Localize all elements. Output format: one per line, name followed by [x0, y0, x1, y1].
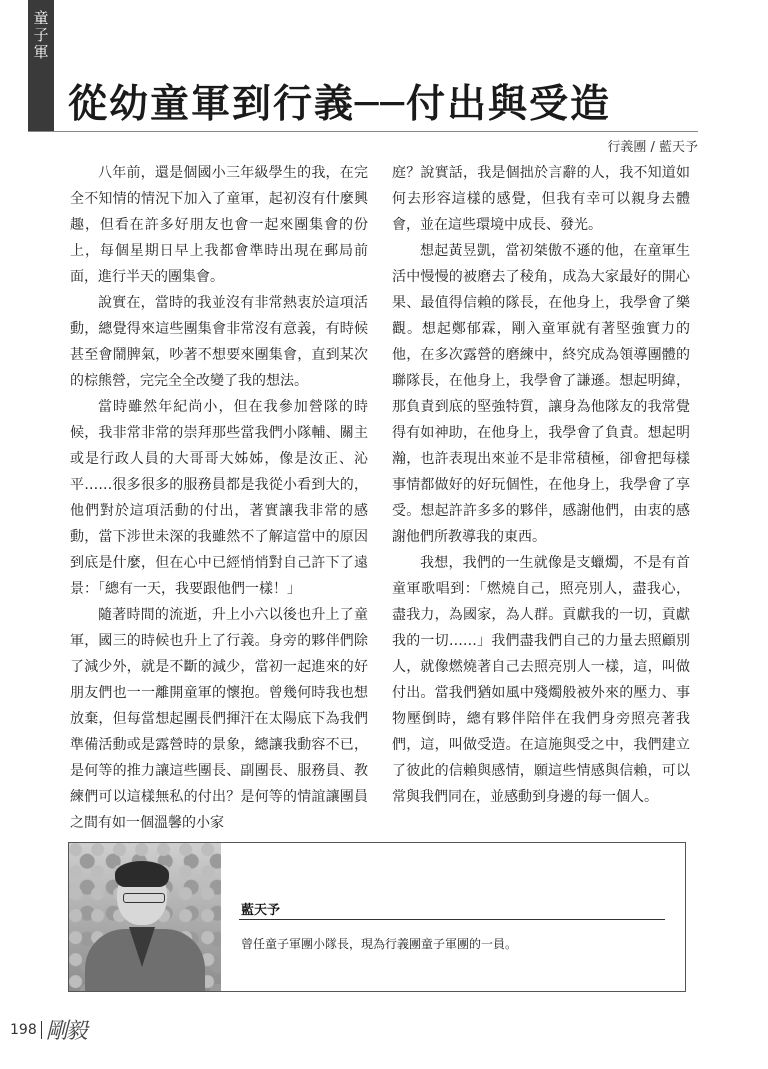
paragraph: 庭？說實話，我是個拙於言辭的人，我不知道如何去形容這樣的感覺，但我有幸可以親身去體會，並在這些環境中成長、發光。 [392, 165, 690, 233]
paragraph: 想起黃昱凱，當初桀傲不遜的他，在童軍生活中慢慢的被磨去了稜角，成為大家最好的開心果、最值得信賴的隊長，在他身上，我學會了樂觀。想起鄭郁霖，剛入童軍就有著堅強實力的他，在多次露營的磨練中，終究成為領導團體的聯隊長，在他身上，我學會了謙遜。想起明緯，那負責到底的堅強特質，讓身為他隊友的我常覺得有如神助，在他身上，我學會了負責。想起明瀚，也許表現出來並不是非常積極，卻會把每樣事情都做好的好玩個性，在他身上，我學會了享受。想起許許多多的夥伴，感謝他們，由衷的感謝他們所教導我的東西。 [392, 243, 690, 545]
right-column [392, 160, 690, 810]
author-divider [239, 919, 665, 920]
byline: 行義團 / 藍天予 [607, 140, 698, 155]
section-tab [28, 0, 54, 132]
paragraph: 我想，我們的一生就像是支蠟燭，不是有首童軍歌唱到：「燃燒自己，照亮別人，盡我心，盡我力，為國家，為人群。貢獻我的一切，貢獻我的一切……」我們盡我們自己的力量去照顧別人，就像燃燒著自己去照亮別人一樣，這，叫做付出。當我們猶如風中殘燭般被外來的壓力、事物壓倒時，總有夥伴陪伴在我們身旁照亮著我們，這，叫做受造。在這施與受之中，我們建立了彼此的信賴與感情，願這些情感與信賴，可以常與我們同在，並感動到身邊的每一個人。 [392, 555, 690, 805]
author-description: 曾任童子軍團小隊長，現為行義團童子軍團的一員。 [241, 937, 518, 951]
section-tab-label: 童子軍 [31, 10, 50, 61]
title-divider [28, 131, 698, 132]
paragraph: 八年前，還是個國小三年級學生的我，在完全不知情的情況下加入了童軍，起初沒有什麼興趣，但看在許多好朋友也會一起來團集會的份上，每個星期日早上我都會準時出現在郵局前面，進行半天的團集會。 [70, 165, 368, 285]
page-number: 198 [10, 1021, 37, 1038]
photo-glasses [123, 893, 165, 903]
author-photo [69, 843, 221, 991]
author-box [68, 842, 686, 992]
photo-hair [115, 861, 169, 887]
paragraph: 隨著時間的流逝，升上小六以後也升上了童軍，國三的時候也升上了行義。身旁的夥伴們除了減少外，就是不斷的減少，當初一起進來的好朋友們也一一離開童軍的懷抱。曾幾何時我也想放棄，但每當想起團長們揮汗在太陽底下為我們準備活動或是露營時的景象，總讓我動容不已，是何等的推力讓這些團長、副團長、服務員、教練們可以這樣無私的付出？是何等的情誼讓團員之間有如一個溫馨的小家 [70, 607, 368, 831]
paragraph: 當時雖然年紀尚小，但在我參加營隊的時候，我非常非常的崇拜那些當我們小隊輔、關主或是行政人員的大哥哥大姊姊，像是汝正、沁平……很多很多的服務員都是我從小看到大的，他們對於這項活動的付出，著實讓我非常的感動，當下涉世未深的我雖然不了解這當中的原因到底是什麼，但在心中已經悄悄對自己許下了遠景：「總有一天，我要跟他們一樣！」 [70, 399, 368, 597]
left-column [70, 160, 368, 836]
author-name: 藍天予 [241, 903, 281, 918]
footer-divider [41, 1021, 42, 1039]
magazine-logo: 剛毅 [45, 1019, 86, 1044]
article-title: 從幼童軍到行義──付出與受造 [68, 82, 611, 127]
paragraph: 說實在，當時的我並沒有非常熱衷於這項活動，總覺得來這些團集會非常沒有意義，有時候甚至會鬧脾氣，吵著不想要來團集會，直到某次的棕熊營，完完全全改變了我的想法。 [70, 295, 368, 389]
page-footer [10, 1014, 86, 1045]
